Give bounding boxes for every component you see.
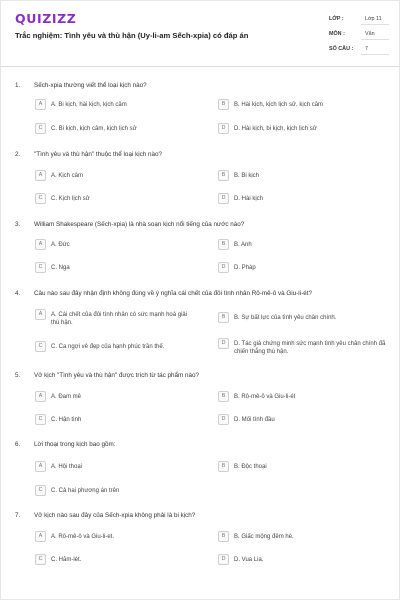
option-letter-box: C (35, 193, 46, 204)
option-letter-box: A (35, 239, 46, 250)
option-letter-box: D (218, 414, 229, 425)
option-letter-box: D (218, 554, 229, 565)
option-text: D. Hài kịch, bi kịch, kịch lịch sử (234, 126, 317, 132)
option-text: A. Đam mê (51, 394, 82, 400)
option-letter-box: C (35, 554, 46, 565)
option-letter-box: C (35, 123, 46, 134)
option-text: C. Hận tình (51, 417, 82, 423)
option-text: A. Hội thoại (51, 464, 83, 470)
meta-count-label: SỐ CÂU : (329, 46, 354, 52)
option-text: D. Mối tình đầu (234, 417, 275, 423)
meta-subject-value: Văn (361, 29, 389, 40)
option-letter-box: B (218, 170, 229, 181)
option-letter-box: D (218, 193, 229, 204)
option-text: C. Nga (51, 265, 70, 271)
question-text: Sếch-xpia thường viết thể loại kịch nào? (34, 82, 147, 89)
option-text: B. Hài kịch, kịch lịch sử, kịch câm (234, 102, 324, 108)
worksheet-header (1, 1, 400, 67)
option-text: B. Bi kịch (234, 173, 260, 179)
option-text: C. Ca ngợi vẻ đẹp của hạnh phúc trần thế. (51, 344, 165, 350)
option-letter-box: A (35, 531, 46, 542)
option-letter-box: B (218, 391, 229, 402)
option-letter-box: D (218, 123, 229, 134)
option-text: A. Rô-mê-ô và Giu-li-et. (51, 534, 115, 540)
meta-count (329, 44, 389, 56)
question-number: 7. (15, 512, 21, 519)
option-letter-box: B (218, 531, 229, 542)
question-number: 4. (15, 290, 21, 297)
option-letter-box: D (218, 262, 229, 273)
option-letter-box: C (35, 414, 46, 425)
option-text: A. Bi kịch, hài kịch, kịch câm (51, 102, 127, 108)
option-text: C. Hăm-lét. (51, 557, 82, 563)
option-text: D. Hài kịch (234, 196, 264, 202)
option-text: D. Tác giả chứng minh sức mạnh tình yêu chân chính đã chiến thắng thù hận. (234, 341, 386, 355)
option-letter-box: C (35, 341, 46, 352)
meta-count-value: 7 (361, 44, 389, 55)
option-text: D. Pháp (234, 265, 256, 271)
option-text: B. Độc thoại (234, 464, 267, 470)
option-letter-box: B (218, 312, 229, 323)
meta-grade (329, 14, 389, 26)
option-letter-box: A (35, 461, 46, 472)
option-letter-box: B (218, 461, 229, 472)
option-text: B. Rô-mê-ô và Giu-li-ét (234, 394, 296, 400)
question-text: Câu nào sau đây nhận định không đúng về ý nghĩa cái chết của đôi tình nhân Rô-mê-ô và Giu-li-ét? (34, 290, 312, 297)
meta-subject (329, 29, 389, 41)
option-letter-box: A (35, 99, 46, 110)
quizizz-logo[interactable]: QUIZIZZ (15, 11, 77, 26)
meta-grade-value: Lớp 11 (361, 14, 389, 25)
option-letter-box: A (35, 170, 46, 181)
option-letter-box: C (35, 262, 46, 273)
option-text: A. Kịch câm (51, 173, 84, 179)
question-text: Lời thoại trong kịch bao gồm: (34, 441, 116, 448)
question-number: 1. (15, 82, 21, 89)
option-letter-box: D (218, 338, 229, 349)
question-text: William Shakespeare (Sếch-xpia) là nhà soạn kịch nổi tiếng của nước nào? (34, 221, 245, 228)
option-text: C. Bi kịch, kịch câm, kịch lịch sử (51, 126, 137, 132)
option-text: C. Kịch lịch sử (51, 196, 90, 202)
option-text: B. Giấc mộng đêm hè. (234, 534, 294, 540)
option-text: D. Vua Lia. (234, 557, 264, 563)
question-number: 6. (15, 441, 21, 448)
option-letter-box: C (35, 485, 46, 496)
option-text: B. Anh (234, 242, 252, 248)
question-text: Vở kịch nào sau đây của Sếch-xpia không phải là bi kịch? (34, 512, 196, 519)
option-letter-box: B (218, 239, 229, 250)
question-number: 2. (15, 151, 21, 158)
question-number: 3. (15, 221, 21, 228)
option-text: A. Cái chết của đôi tình nhân có sức mạnh hoá giải thù hận. (51, 312, 188, 326)
question-number: 5. (15, 372, 21, 379)
meta-grade-label: LỚP : (329, 16, 344, 22)
meta-subject-label: MÔN : (329, 31, 345, 37)
question-text: Vở kịch "Tình yêu và thù hận" được trích từ tác phẩm nào? (34, 372, 200, 379)
worksheet-title: Trắc nghiệm: Tình yêu và thù hận (Uy-li-am Sếch-xpia) có đáp án (15, 31, 249, 40)
option-letter-box: A (35, 391, 46, 402)
option-text: A. Đức (51, 242, 70, 248)
option-text: C. Cả hai phương án trên (51, 488, 120, 494)
option-letter-box: B (218, 99, 229, 110)
option-text: B. Sự bất lực của tình yêu chân chính. (234, 315, 337, 321)
question-text: "Tình yêu và thù hận" thuộc thể loại kịch nào? (34, 151, 163, 158)
option-letter-box: A (35, 309, 46, 320)
